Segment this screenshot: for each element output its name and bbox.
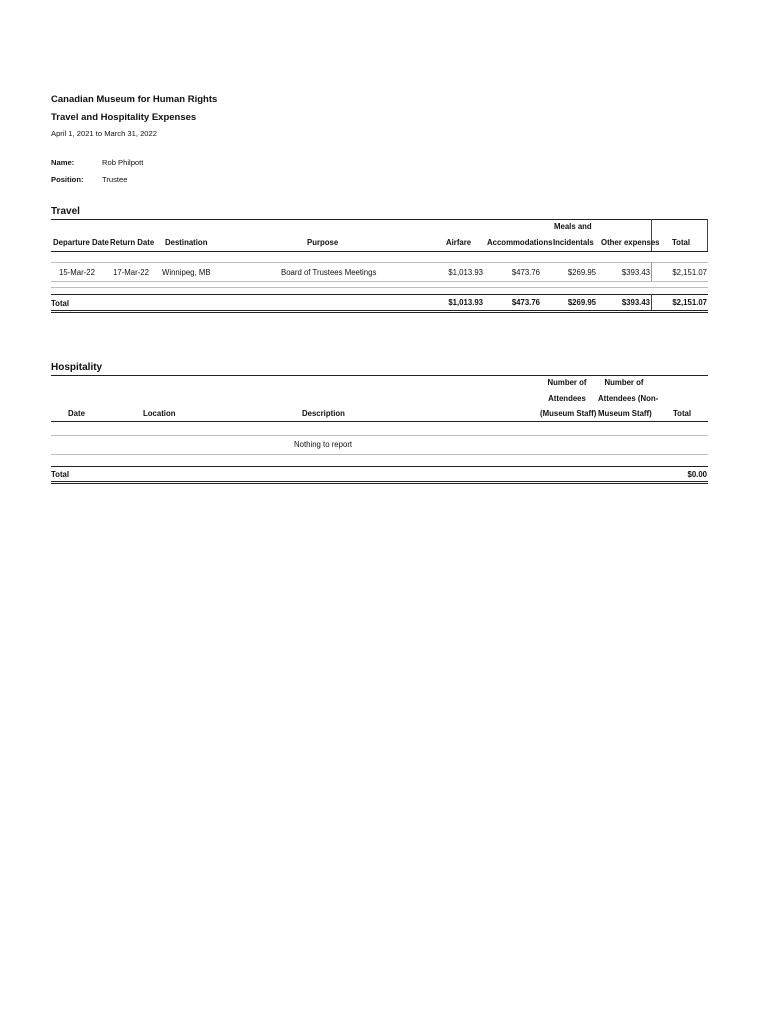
row-divider [651,262,652,282]
row-return-date: 17-Mar-22 [113,268,149,277]
travel-double-rule-2 [51,312,708,313]
name-label: Name: [51,158,75,167]
travel-top-rule [51,219,708,220]
total-divider [651,294,652,311]
col-nonstaff-line2: Attendees (Non- [598,394,659,403]
travel-section-title: Travel [51,206,80,217]
col-staff-line1: Number of [547,378,587,387]
row-total: $2,151.07 [672,268,707,277]
hospitality-double-rule-1 [51,481,708,482]
travel-grid-rule [51,262,708,263]
row-purpose: Board of Trustees Meetings [281,268,377,277]
total-other: $393.43 [621,298,650,307]
col-return-date: Return Date [110,238,155,247]
total-airfare: $1,013.93 [448,298,483,307]
travel-double-rule-1 [51,310,708,311]
col-staff-line2: Attendees [548,394,586,403]
row-airfare: $1,013.93 [448,268,483,277]
position-value: Trustee [102,175,128,184]
col-meals-line1: Meals and [554,222,592,231]
col-other-expenses: Other expenses [601,238,660,247]
col-date: Date [68,409,85,418]
col-departure-date: Departure Date [53,238,109,247]
organization-title: Canadian Museum for Human Rights [51,94,218,105]
travel-row-rule [51,281,708,282]
name-value: Rob Philpott [102,158,144,167]
hospitality-total-label: Total [51,470,70,479]
col-meals-line2: Incidentals [553,238,594,247]
travel-total-label: Total [51,299,70,308]
hospitality-row-rule [51,454,708,455]
travel-total-top-rule [51,294,708,295]
hospitality-total-value: $0.00 [687,470,707,479]
col-airfare: Airfare [446,238,472,247]
col-staff-line3: (Museum Staff) [540,409,597,418]
total-accommodations: $473.76 [511,298,540,307]
hospitality-section-title: Hospitality [51,362,103,373]
col-hosp-total: Total [673,409,692,418]
position-label: Position: [51,175,84,184]
row-meals: $269.95 [567,268,596,277]
col-accommodations: Accommodations [487,238,553,247]
row-departure-date: 15-Mar-22 [59,268,95,277]
report-period: April 1, 2021 to March 31, 2022 [51,129,157,138]
col-nonstaff-line3: Museum Staff) [598,409,652,418]
hospitality-header-rule [51,421,708,422]
travel-header-rule [51,251,708,252]
row-other: $393.43 [621,268,650,277]
col-location: Location [143,409,176,418]
col-total: Total [672,238,691,247]
col-destination: Destination [165,238,208,247]
travel-row-rule-2 [51,287,708,288]
report-title: Travel and Hospitality Expenses [51,112,197,123]
col-purpose: Purpose [307,238,339,247]
travel-header-right-border [707,219,708,251]
col-nonstaff-line1: Number of [604,378,644,387]
hospitality-double-rule-2 [51,483,708,484]
hospitality-total-top-rule [51,466,708,467]
hospitality-grid-rule [51,435,708,436]
row-accommodations: $473.76 [511,268,540,277]
row-destination: Winnipeg, MB [162,268,211,277]
empty-message: Nothing to report [294,440,353,449]
col-description: Description [302,409,345,418]
total-total: $2,151.07 [672,298,707,307]
total-meals: $269.95 [567,298,596,307]
hospitality-top-rule [51,375,708,376]
